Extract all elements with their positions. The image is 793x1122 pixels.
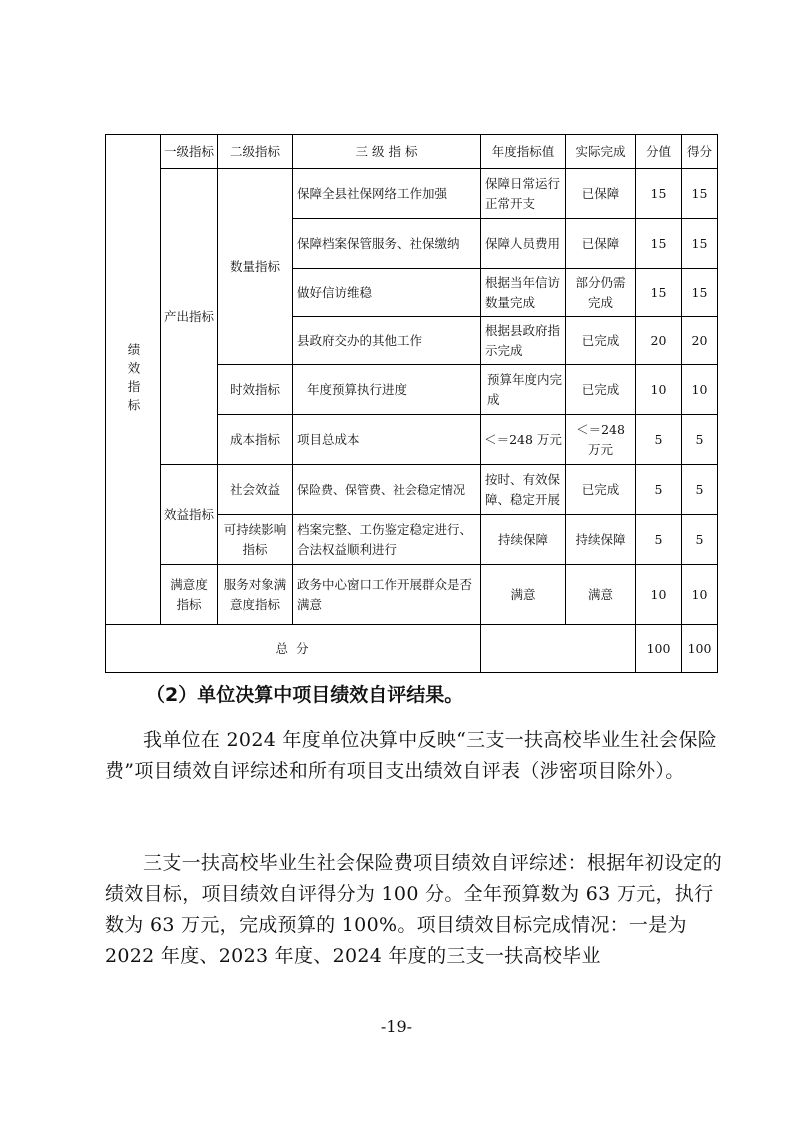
- subgroup-timeliness: 时效指标: [229, 381, 280, 397]
- header-level1: 一级指标: [163, 143, 214, 159]
- row-indicator: 保障档案保管服务、社保缴纳: [297, 235, 460, 251]
- row-actual: 已保障: [581, 235, 620, 251]
- row-annual: 预算年度内完成: [487, 371, 563, 407]
- header-score-got: 得分: [686, 143, 712, 159]
- header-level2: 二级指标: [229, 143, 280, 159]
- row-score: 15: [691, 235, 708, 251]
- row-value: 20: [650, 332, 667, 348]
- row-indicator: 保险费、保管费、社会稳定情况: [297, 482, 466, 497]
- row-value: 15: [650, 235, 667, 251]
- row-actual: 已完成: [581, 332, 620, 348]
- subgroup-cost: 成本指标: [229, 431, 280, 447]
- row-indicator: 保障全县社保网络工作加强: [297, 185, 448, 201]
- row-indicator: 县政府交办的其他工作: [297, 332, 423, 348]
- row-indicator: 档案完整、工伤鉴定稳定进行、合法权益顺利进行: [297, 521, 473, 557]
- subgroup-sustain: 可持续影响指标: [223, 521, 287, 557]
- row-annual: 按时、有效保障、稳定开展: [485, 471, 561, 507]
- group-satisfaction: 满意度指标: [170, 576, 208, 612]
- header-level3: 三 级 指 标: [355, 143, 418, 159]
- header-score-value: 分值: [645, 143, 671, 159]
- subgroup-quantity: 数量指标: [229, 258, 280, 274]
- row-score: 5: [695, 481, 704, 497]
- row-score: 20: [691, 332, 708, 348]
- subgroup-social: 社会效益: [229, 481, 280, 497]
- row-score: 5: [695, 531, 704, 547]
- row-annual: 保障日常运行正常开支: [485, 175, 561, 211]
- row-actual: 持续保障: [575, 531, 626, 547]
- row-actual: 已完成: [581, 481, 620, 497]
- subgroup-service: 服务对象满意度指标: [223, 576, 287, 612]
- row-indicator: 项目总成本: [297, 431, 360, 447]
- row-score: 5: [695, 431, 704, 447]
- paragraph-summary: 三支一扶高校毕业生社会保险费项目绩效自评综述：根据年初设定的绩效目标，项目绩效自评得分为 100 分。全年预算数为 63 万元，执行数为 63 万元，完成预算的 100%。项目绩效目标完成情况：一是为 2022 年度、2023 年度、2024 年度的三支一扶高校毕业: [105, 852, 723, 967]
- row-actual: ＜＝248 万元: [576, 421, 625, 457]
- row-actual: 满意: [587, 586, 613, 602]
- row-indicator: 政务中心窗口工作开展群众是否满意: [297, 576, 473, 612]
- total-value: 100: [646, 640, 671, 656]
- row-annual: 满意: [510, 586, 536, 602]
- row-score: 15: [691, 185, 708, 201]
- row-indicator: 年度预算执行进度: [307, 381, 408, 397]
- row-value: 5: [654, 531, 663, 547]
- row-actual: 部分仍需完成: [575, 274, 626, 310]
- row-score: 10: [691, 381, 708, 397]
- total-score: 100: [687, 640, 712, 656]
- row-annual: 根据县政府指示完成: [485, 322, 561, 358]
- row-value: 10: [650, 586, 667, 602]
- row-annual: 根据当年信访数量完成: [485, 274, 561, 310]
- row-annual: 保障人员费用: [485, 235, 561, 251]
- category-performance: 绩效指标: [126, 342, 141, 417]
- total-label: 总 分: [275, 640, 311, 656]
- row-value: 15: [650, 185, 667, 201]
- page-number: -19-: [380, 1017, 413, 1036]
- row-actual: 已保障: [581, 185, 620, 201]
- row-value: 5: [654, 431, 663, 447]
- row-score: 15: [691, 284, 708, 300]
- header-actual: 实际完成: [575, 143, 626, 159]
- group-output: 产出指标: [163, 308, 214, 324]
- row-annual: ＜＝248 万元: [484, 431, 562, 447]
- row-value: 5: [654, 481, 663, 497]
- row-indicator: 做好信访维稳: [297, 284, 373, 300]
- row-annual: 持续保障: [497, 531, 548, 547]
- row-score: 10: [691, 586, 708, 602]
- row-value: 15: [650, 284, 667, 300]
- paragraph-intro: 我单位在 2024 年度单位决算中反映“三支一扶高校毕业生社会保险费”项目绩效自评综述和所有项目支出绩效自评表（涉密项目除外）。: [105, 729, 718, 782]
- row-actual: 已完成: [581, 381, 620, 397]
- row-value: 10: [650, 381, 667, 397]
- group-benefit: 效益指标: [163, 506, 214, 522]
- section-heading: （2）单位决算中项目绩效自评结果。: [146, 684, 464, 706]
- header-annual-target: 年度指标值: [491, 143, 555, 159]
